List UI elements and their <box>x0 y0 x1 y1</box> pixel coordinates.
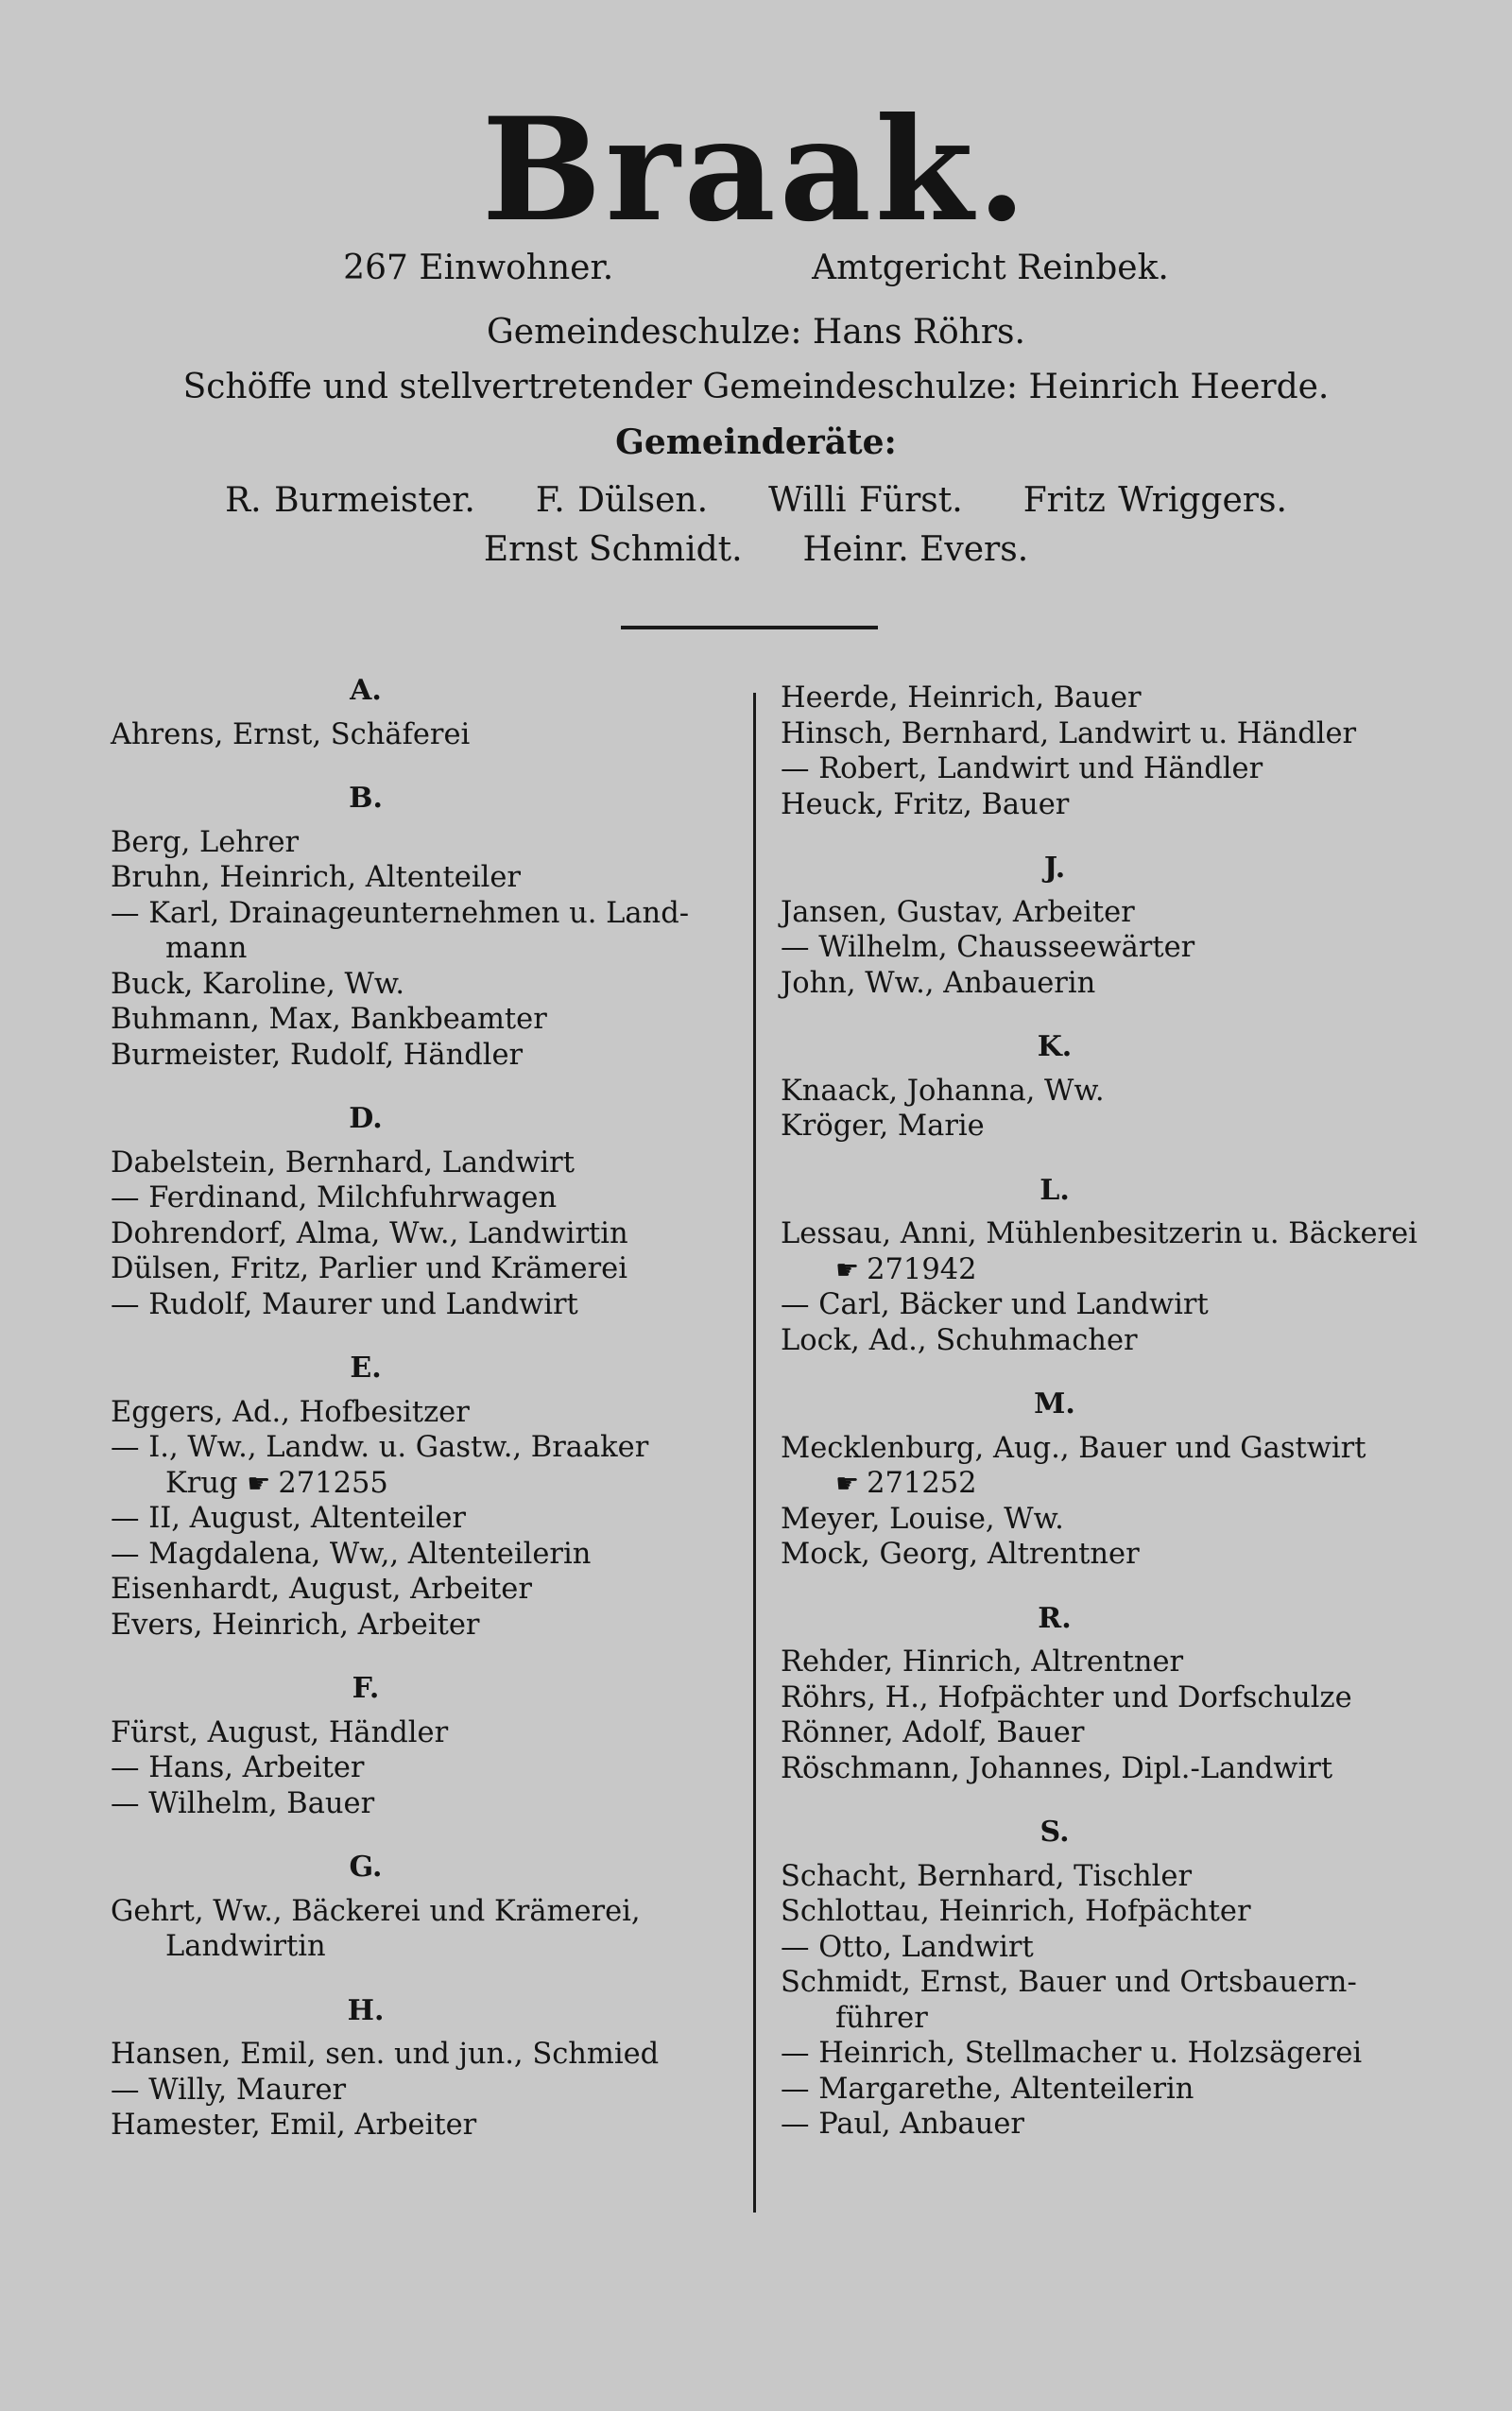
list-item: Kröger, Marie <box>781 1110 985 1143</box>
list-item-continuation <box>111 1466 744 1502</box>
section-letter-h: H. <box>347 1993 385 2027</box>
list-item: Dohrendorf, Alma, Ww., Landwirtin <box>111 1216 628 1250</box>
entry-text: Krug <box>165 1466 238 1500</box>
population-text: 267 Einwohner. <box>343 249 614 287</box>
list-item: Rönner, Adolf, Bauer <box>781 1716 1085 1749</box>
list-item: Heuck, Fritz, Bauer <box>781 787 1070 821</box>
council-row-1 <box>0 480 1512 521</box>
list-item: Dülsen, Fritz, Parlier und Krämerei <box>111 1252 627 1285</box>
council-heading: Gemeinderäte: <box>615 422 897 462</box>
section-letter-s: S. <box>1040 1816 1070 1849</box>
section-letter-d: D. <box>349 1102 383 1135</box>
list-item-continuation: mann <box>165 932 248 965</box>
list-item: Gehrt, Ww., Bäckerei und Krämerei, <box>111 1894 641 1928</box>
section-letter-e: E. <box>350 1352 382 1385</box>
section-letter-r: R. <box>1038 1601 1072 1635</box>
list-item: Lessau, Anni, Mühlenbesitzerin u. Bäckerei <box>781 1217 1418 1250</box>
list-item: — Wilhelm, Bauer <box>111 1786 375 1820</box>
list-item: — Heinrich, Stellmacher u. Holzsägerei <box>781 2037 1363 2070</box>
list-item-continuation <box>781 1252 1442 1288</box>
list-item: Hansen, Emil, sen. und jun., Schmied <box>111 2038 660 2071</box>
list-item: Röhrs, H., Hofpächter und Dorfschulze <box>781 1680 1352 1714</box>
list-item: Rehder, Hinrich, Altrentner <box>781 1645 1184 1679</box>
list-item: — Wilhelm, Chausseewärter <box>781 931 1195 964</box>
header-divider <box>621 626 878 629</box>
list-item: Schmidt, Ernst, Bauer und Ortsbauern- <box>781 1966 1357 1999</box>
list-item: John, Ww., Anbauerin <box>781 966 1096 1000</box>
list-item: Jansen, Gustav, Arbeiter <box>781 895 1135 929</box>
list-item: — Robert, Landwirt und Händler <box>781 752 1263 785</box>
council-member: R. Burmeister. <box>225 481 475 520</box>
list-item: — Hans, Arbeiter <box>111 1751 365 1784</box>
list-item: Ahrens, Ernst, Schäferei <box>111 717 471 751</box>
phone-number: 271255 <box>278 1466 388 1500</box>
left-column <box>111 673 744 2144</box>
column-divider <box>753 693 756 2213</box>
list-item: Lock, Ad., Schuhmacher <box>781 1323 1138 1357</box>
section-letter-l: L. <box>1040 1173 1070 1207</box>
page-title: Braak. <box>481 87 1031 253</box>
list-item: — Margarethe, Altenteilerin <box>781 2072 1194 2106</box>
list-item: Eggers, Ad., Hofbesitzer <box>111 1395 470 1429</box>
list-item: Schacht, Bernhard, Tischler <box>781 1859 1193 1893</box>
section-letter-m: M. <box>1034 1387 1075 1421</box>
list-item: — Rudolf, Maurer und Landwirt <box>111 1287 578 1321</box>
list-item: Heerde, Heinrich, Bauer <box>781 681 1142 715</box>
list-item: — Paul, Anbauer <box>781 2108 1024 2141</box>
section-letter-f: F. <box>352 1672 380 1705</box>
section-letter-j: J. <box>1043 852 1066 885</box>
list-item: Schlottau, Heinrich, Hofpächter <box>781 1895 1251 1928</box>
council-member: Ernst Schmidt. <box>483 530 743 569</box>
schulze-line: Gemeindeschulze: Hans Röhrs. <box>487 313 1025 352</box>
list-item: — I., Ww., Landw. u. Gastw., Braaker <box>111 1431 649 1464</box>
list-item: — Karl, Drainageunternehmen u. Land- <box>111 896 690 930</box>
list-item: Dabelstein, Bernhard, Landwirt <box>111 1145 576 1180</box>
phone-icon: ☛ <box>835 1253 860 1285</box>
list-item-continuation <box>781 1466 1442 1502</box>
list-item: Hinsch, Bernhard, Landwirt u. Händler <box>781 716 1357 750</box>
list-item: Röschmann, Johannes, Dipl.-Landwirt <box>781 1751 1333 1785</box>
list-item: Buhmann, Max, Bankbeamter <box>111 1003 547 1036</box>
phone-icon: ☛ <box>247 1467 271 1499</box>
court-text: Amtgericht Reinbek. <box>812 249 1169 287</box>
list-item: — Willy, Maurer <box>111 2073 347 2107</box>
list-item: — II, August, Altenteiler <box>111 1502 466 1535</box>
council-member: Willi Fürst. <box>768 481 963 520</box>
list-item: — Carl, Bäcker und Landwirt <box>781 1288 1209 1321</box>
list-item: Hamester, Emil, Arbeiter <box>111 2109 477 2142</box>
list-item-continuation: führer <box>835 2001 928 2035</box>
list-item: Berg, Lehrer <box>111 825 300 859</box>
list-item: — Ferdinand, Milchfuhrwagen <box>111 1181 558 1214</box>
phone-number: 271942 <box>867 1252 977 1286</box>
list-item: — Magdalena, Ww,, Altenteilerin <box>111 1537 592 1571</box>
section-letter-k: K. <box>1037 1030 1073 1063</box>
council-member: F. Dülsen. <box>535 481 709 520</box>
list-item: Buck, Karoline, Ww. <box>111 967 405 1001</box>
list-item: Meyer, Louise, Ww. <box>781 1502 1064 1536</box>
schoeffe-line: Schöffe und stellvertretender Gemeindeschulze: Heinrich Heerde. <box>182 368 1330 406</box>
phone-number: 271252 <box>867 1467 977 1500</box>
list-item: Evers, Heinrich, Arbeiter <box>111 1608 480 1642</box>
right-column <box>781 673 1442 2143</box>
list-item: Mock, Georg, Altrentner <box>781 1538 1140 1571</box>
list-item-continuation: Landwirtin <box>165 1930 326 1963</box>
council-member: Heinr. Evers. <box>802 530 1029 569</box>
council-member: Fritz Wriggers. <box>1022 481 1287 520</box>
list-item: — Otto, Landwirt <box>781 1930 1034 1964</box>
info-line <box>0 248 1512 288</box>
section-letter-g: G. <box>349 1851 383 1884</box>
list-item: Knaack, Johanna, Ww. <box>781 1074 1105 1108</box>
section-letter-a: A. <box>350 674 382 707</box>
list-item: Bruhn, Heinrich, Altenteiler <box>111 861 521 894</box>
list-item: Eisenhardt, August, Arbeiter <box>111 1573 532 1606</box>
list-item: Fürst, August, Händler <box>111 1715 449 1749</box>
section-letter-b: B. <box>349 782 383 815</box>
phone-icon: ☛ <box>835 1468 860 1499</box>
list-item: Burmeister, Rudolf, Händler <box>111 1038 524 1072</box>
council-row-2 <box>0 529 1512 570</box>
list-item: Mecklenburg, Aug., Bauer und Gastwirt <box>781 1431 1366 1465</box>
